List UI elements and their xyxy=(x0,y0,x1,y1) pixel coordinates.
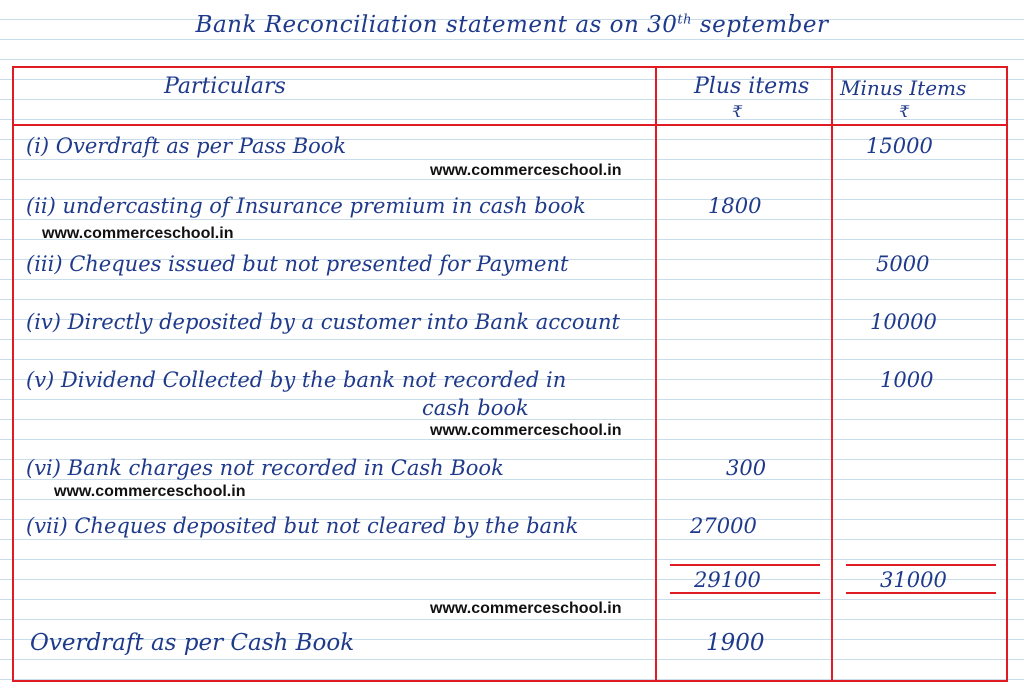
plus-total-top-rule xyxy=(670,564,820,566)
column-divider-minus xyxy=(831,68,833,680)
minus-amount-row-4: 10000 xyxy=(870,310,937,334)
page-title xyxy=(0,12,1024,38)
particular-row-2: (ii) undercasting of Insurance premium in cash book xyxy=(26,194,586,218)
particular-row-5: (v) Dividend Collected by the bank not recorded in xyxy=(26,368,567,392)
header-particulars: Particulars xyxy=(164,74,286,99)
watermark-text: www.commerceschool.in xyxy=(430,600,622,617)
minus-amount-row-3: 5000 xyxy=(876,252,930,276)
particular-row-3: (iii) Cheques issued but not presented for Payment xyxy=(26,252,569,276)
particular-row-4: (iv) Directly deposited by a customer into Bank account xyxy=(26,310,620,334)
particular-row-1: (i) Overdraft as per Pass Book xyxy=(26,134,347,158)
plus-total: 29100 xyxy=(694,568,761,592)
title-text: Bank Reconciliation statement as on 30 xyxy=(195,12,678,38)
particular-row-7: (vii) Cheques deposited but not cleared by the bank xyxy=(26,514,579,538)
plus-total-bottom-rule xyxy=(670,592,820,594)
plus-amount-row-2: 1800 xyxy=(708,194,762,218)
header-plus-currency: ₹ xyxy=(732,102,743,121)
column-divider-plus xyxy=(655,68,657,680)
result-plus-amount: 1900 xyxy=(706,630,765,656)
particular-row-6: (vi) Bank charges not recorded in Cash Book xyxy=(26,456,504,480)
header-minus-items: Minus Items xyxy=(840,76,967,100)
minus-total-bottom-rule xyxy=(846,592,996,594)
title-tail: september xyxy=(692,12,829,38)
reconciliation-table xyxy=(12,66,1008,682)
plus-amount-row-6: 300 xyxy=(726,456,767,480)
header-plus-items: Plus items xyxy=(694,74,810,99)
watermark-text: www.commerceschool.in xyxy=(54,483,246,500)
title-superscript: th xyxy=(677,12,692,28)
header-divider xyxy=(14,124,1006,126)
plus-amount-row-7: 27000 xyxy=(690,514,757,538)
watermark-text: www.commerceschool.in xyxy=(430,162,622,179)
watermark-text: www.commerceschool.in xyxy=(42,225,234,242)
result-label: Overdraft as per Cash Book xyxy=(30,630,355,656)
minus-amount-row-5: 1000 xyxy=(880,368,934,392)
header-minus-currency: ₹ xyxy=(899,102,910,121)
watermark-text: www.commerceschool.in xyxy=(430,422,622,439)
minus-total-top-rule xyxy=(846,564,996,566)
minus-total: 31000 xyxy=(880,568,947,592)
minus-amount-row-1: 15000 xyxy=(866,134,933,158)
particular-row-5-continued: cash book xyxy=(422,396,529,420)
